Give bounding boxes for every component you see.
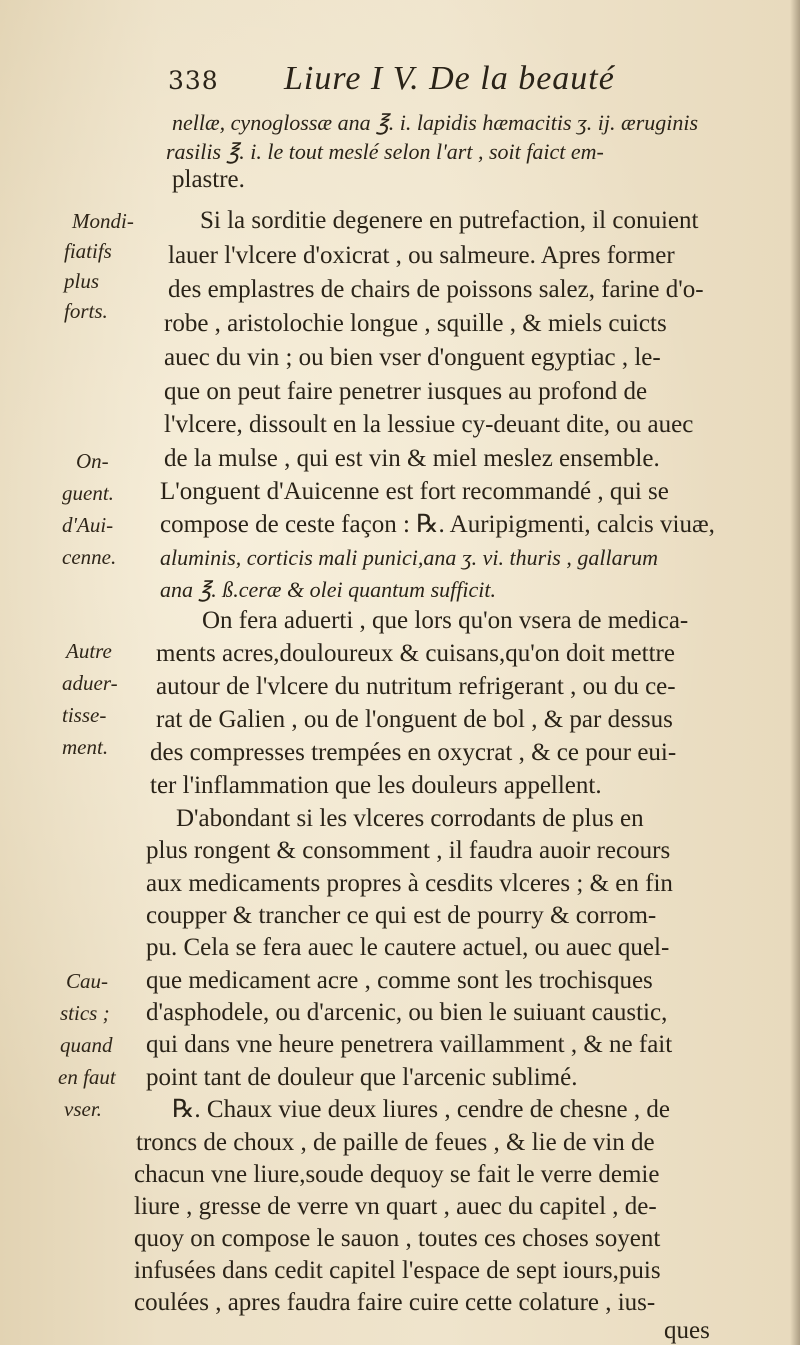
- text-line: des compresses trempées en oxycrat , & ce pour eui-: [150, 739, 677, 766]
- text-line: l'vlcere, dissoult en la lessiue cy-deuant dite, ou auec: [164, 411, 694, 438]
- text-line: pu. Cela se fera auec le cautere actuel, ou auec quel-: [146, 934, 670, 961]
- running-title: Liure I V. De la beauté: [284, 60, 615, 97]
- margin-note: On-: [76, 449, 109, 473]
- text-line: aluminis, corticis mali punici,ana ʒ. vi. thuris , gallarum: [160, 545, 659, 570]
- text-line: chacun vne liure,soude dequoy se fait le verre demie: [134, 1161, 660, 1188]
- margin-note: fiatifs: [64, 239, 112, 263]
- margin-note: tisse-: [62, 703, 107, 727]
- text-line: L'onguent d'Auicenne est fort recommandé , qui se: [160, 478, 669, 505]
- text-line: que medicament acre , comme sont les trochisques: [146, 967, 653, 994]
- text-line: On fera aduerti , que lors qu'on vsera de medica-: [202, 607, 689, 634]
- text-line: liure , gresse de verre vn quart , auec du capitel , de-: [134, 1193, 657, 1220]
- page-number: 338: [168, 66, 219, 95]
- text-line: Si la sorditie degenere en putrefaction, il conuient: [200, 207, 699, 234]
- text-line: point tant de douleur que l'arcenic sublimé.: [146, 1064, 578, 1091]
- margin-note: quand: [60, 1033, 113, 1057]
- text-line: auec du vin ; ou bien vser d'onguent egyptiac , le-: [164, 344, 661, 371]
- text-line: troncs de choux , de paille de feues , & lie de vin de: [136, 1129, 655, 1156]
- text-line: coulées , apres faudra faire cuire cette colature , ius-: [134, 1289, 656, 1316]
- text-line: robe , aristolochie longue , squille , & miels cuicts: [164, 310, 667, 337]
- text-line: plus rongent & consomment , il faudra auoir recours: [146, 837, 671, 864]
- text-line: rat de Galien , ou de l'onguent de bol , & par dessus: [156, 706, 673, 733]
- margin-note: Autre: [66, 639, 112, 663]
- margin-note: cenne.: [62, 545, 117, 569]
- margin-note: en faut: [58, 1065, 116, 1089]
- margin-note: plus: [64, 269, 100, 293]
- text-line: quoy on compose le sauon , toutes ces choses soyent: [134, 1225, 661, 1252]
- margin-note: Mondi-: [72, 209, 134, 233]
- margin-note: Cau-: [66, 969, 108, 993]
- text-line: D'abondant si les vlceres corrodants de plus en: [176, 805, 644, 832]
- margin-note: aduer-: [62, 671, 118, 695]
- margin-note: stics ;: [60, 1001, 110, 1025]
- text-line: nellæ, cynoglossæ ana ℥. i. lapidis hæmacitis ʒ. ij. æruginis: [172, 110, 699, 135]
- text-line: plastre.: [172, 166, 245, 193]
- text-line: ana ℥. ß.ceræ & olei quantum sufficit.: [160, 577, 496, 602]
- text-line: autour de l'vlcere du nutritum refrigerant , ou du ce-: [156, 673, 676, 700]
- text-line: infusées dans cedit capitel l'espace de sept iours,puis: [134, 1257, 661, 1284]
- text-line: que on peut faire penetrer iusques au profond de: [164, 378, 648, 405]
- margin-note: forts.: [64, 299, 108, 323]
- text-line: d'asphodele, ou d'arcenic, ou bien le suiuant caustic,: [146, 999, 668, 1026]
- text-line: ments acres,douloureux & cuisans,qu'on doit mettre: [156, 640, 675, 667]
- text-line: coupper & trancher ce qui est de pourry & corrom-: [146, 902, 657, 929]
- text-line: des emplastres de chairs de poissons salez, farine d'o-: [168, 276, 704, 303]
- text-line: de la mulse , qui est vin & miel meslez ensemble.: [164, 445, 660, 472]
- text-line: ter l'inflammation que les douleurs appellent.: [150, 772, 602, 799]
- catchword: ques: [664, 1317, 710, 1344]
- text-line: rasilis ℥. i. le tout meslé selon l'art , soit faict em-: [166, 139, 604, 164]
- text-line: lauer l'vlcere d'oxicrat , ou salmeure. Apres former: [168, 242, 675, 269]
- text-line: qui dans vne heure penetrera vaillamment , & ne fait: [146, 1031, 673, 1058]
- margin-note: vser.: [64, 1097, 102, 1121]
- text-line: compose de ceste façon : ℞. Auripigmenti, calcis viuæ,: [160, 511, 715, 538]
- margin-note: d'Aui-: [62, 513, 114, 537]
- text-line: ℞. Chaux viue deux liures , cendre de chesne , de: [172, 1096, 670, 1123]
- margin-note: guent.: [62, 481, 114, 505]
- margin-note: ment.: [62, 735, 109, 759]
- text-line: aux medicaments propres à cesdits vlceres ; & en fin: [146, 870, 673, 897]
